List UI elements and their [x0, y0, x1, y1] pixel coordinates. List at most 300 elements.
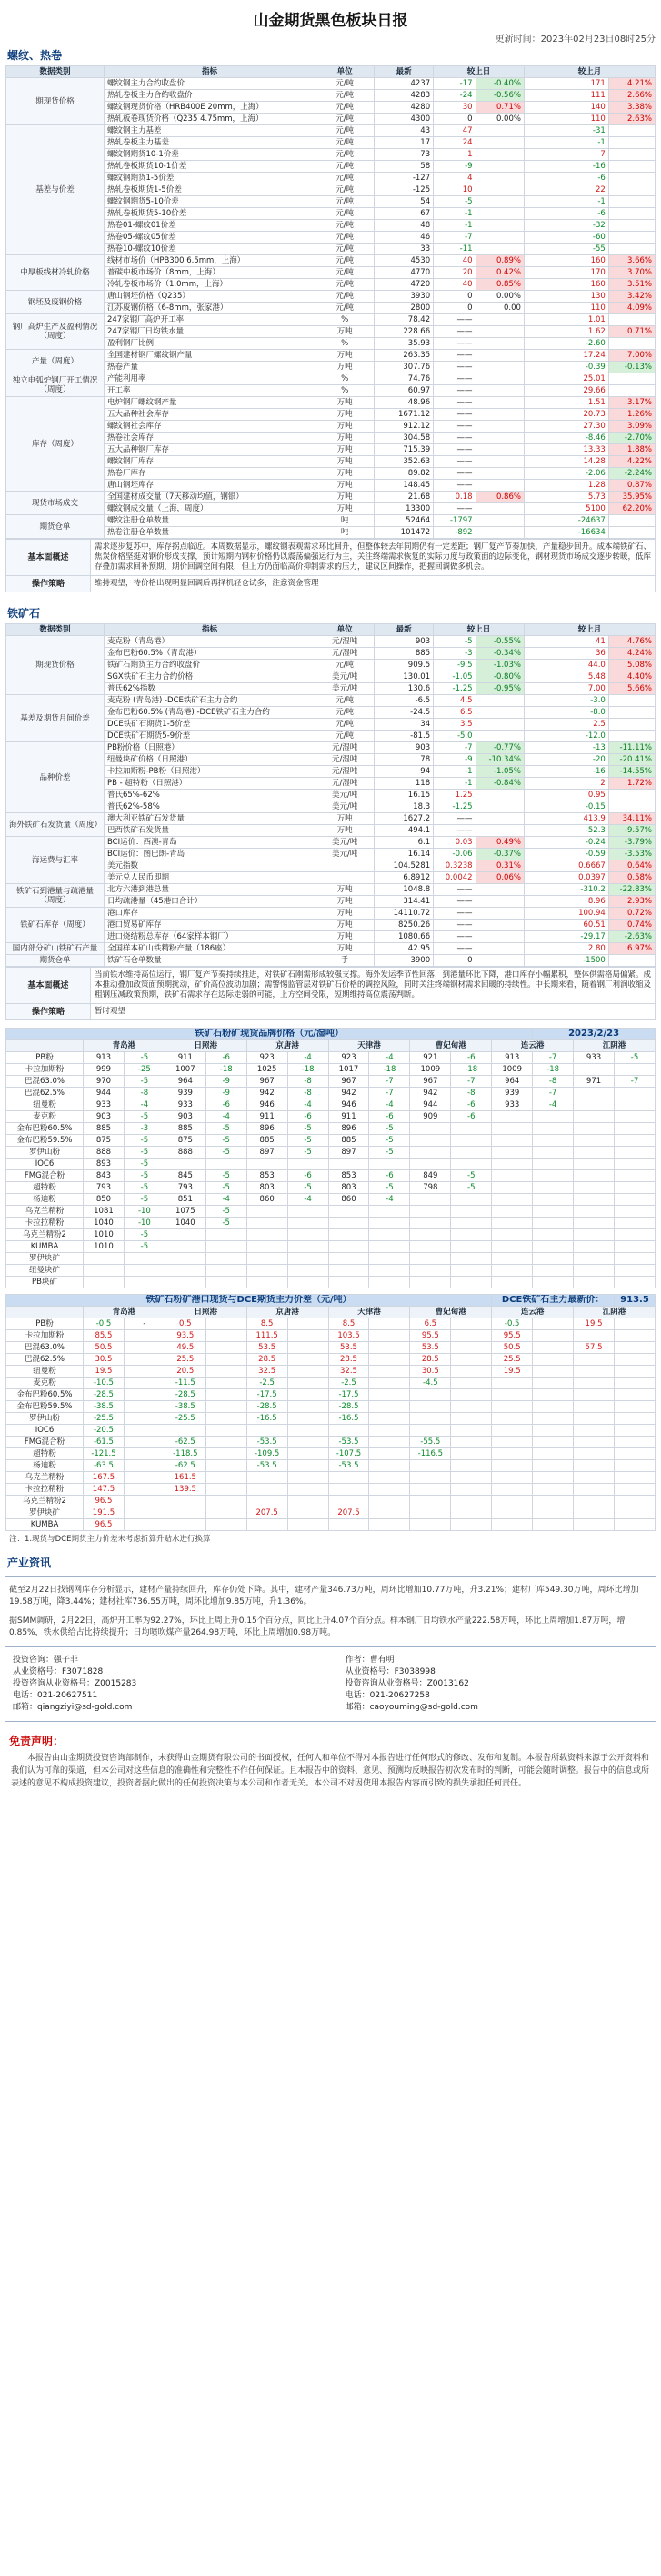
- news-list: [5, 1581, 656, 1643]
- table-row: [6, 1277, 656, 1288]
- row-monthly-change: 2: [524, 778, 608, 790]
- row-change: [369, 1354, 410, 1366]
- row-monthly-change: 5.48: [524, 671, 608, 683]
- row-price: 1010: [84, 1241, 125, 1253]
- row-price: 53.5: [328, 1342, 369, 1354]
- table-row: [6, 1052, 656, 1064]
- row-monthly-pct: [608, 527, 655, 539]
- row-monthly-change: 25.01: [524, 373, 608, 385]
- row-price: [165, 1519, 205, 1531]
- row-unit: 元/吨: [315, 660, 375, 671]
- row-change: [369, 1496, 410, 1507]
- row-monthly-pct: [608, 955, 655, 967]
- row-price: [328, 1241, 369, 1253]
- row-monthly-change: 0.0397: [524, 872, 608, 884]
- row-change: [614, 1111, 655, 1123]
- row-price: [246, 1519, 287, 1531]
- row-change: -4: [205, 1194, 246, 1206]
- row-daily-change: ——: [434, 920, 476, 931]
- port-name: 天津港: [328, 1040, 410, 1052]
- row-change: [205, 1425, 246, 1437]
- row-daily-pct: 0.49%: [476, 837, 524, 849]
- row-change: -5: [369, 1147, 410, 1159]
- row-monthly-change: -0.39: [524, 362, 608, 373]
- row-latest: 78: [375, 754, 434, 766]
- row-price: [492, 1519, 533, 1531]
- row-unit: 万吨: [315, 920, 375, 931]
- row-price: [328, 1277, 369, 1288]
- steel-strategy-row: [6, 576, 656, 592]
- row-latest: 94: [375, 766, 434, 778]
- row-unit: 元/湿吨: [315, 648, 375, 660]
- row-change: [614, 1135, 655, 1147]
- row-indicator: 北方六港到港总量: [104, 884, 315, 896]
- row-latest: 6.8912: [375, 872, 434, 884]
- row-change: [124, 1519, 165, 1531]
- row-price: -4.5: [410, 1378, 451, 1389]
- row-change: [614, 1401, 655, 1413]
- row-change: [369, 1206, 410, 1218]
- row-daily-pct: -0.55%: [476, 636, 524, 648]
- row-change: [614, 1088, 655, 1099]
- row-monthly-change: -8.46: [524, 433, 608, 444]
- row-price: [574, 1099, 615, 1111]
- table-row: [6, 754, 656, 766]
- row-price: 25.5: [165, 1354, 205, 1366]
- table-row: [6, 1413, 656, 1425]
- row-price: [492, 1378, 533, 1389]
- row-change: [614, 1182, 655, 1194]
- row-change: [369, 1484, 410, 1496]
- row-change: -5: [369, 1123, 410, 1135]
- row-price: [328, 1218, 369, 1229]
- row-change: -18: [287, 1064, 328, 1076]
- row-monthly-change: 13.33: [524, 444, 608, 456]
- table-row: [6, 1170, 656, 1182]
- table-row: [6, 1064, 656, 1076]
- table-row: [6, 279, 656, 291]
- row-price: 85.5: [84, 1330, 125, 1342]
- row-indicator: 电炉钢厂螺纹钢产量: [104, 397, 315, 409]
- row-change: [614, 1099, 655, 1111]
- row-daily-pct: [476, 373, 524, 385]
- row-change: -4: [124, 1099, 165, 1111]
- port-name: 日照港: [165, 1040, 246, 1052]
- row-daily-change: 0: [434, 303, 476, 314]
- row-change: [614, 1265, 655, 1277]
- row-change: [124, 1507, 165, 1519]
- row-latest: 35.93: [375, 338, 434, 350]
- row-monthly-pct: 1.72%: [608, 778, 655, 790]
- row-price: 853: [328, 1170, 369, 1182]
- row-monthly-change: 160: [524, 279, 608, 291]
- row-price: [246, 1159, 287, 1170]
- row-category: 钢厂高炉生产及盈利情况（周度）: [6, 314, 105, 350]
- table-row: [6, 527, 656, 539]
- ore-summary-label: 基本面概述: [6, 968, 91, 1004]
- row-daily-change: 0.3238: [434, 860, 476, 872]
- row-monthly-pct: 3.42%: [608, 291, 655, 303]
- row-price: [410, 1206, 451, 1218]
- row-unit: 美元/吨: [315, 671, 375, 683]
- row-price: [246, 1265, 287, 1277]
- row-price: [574, 1484, 615, 1496]
- row-indicator: 冷轧卷板市场价（1.0mm，上海）: [104, 279, 315, 291]
- steel-strategy-label: 操作策略: [6, 576, 91, 592]
- row-change: -6: [369, 1111, 410, 1123]
- row-change: [451, 1123, 492, 1135]
- table-row: [6, 1159, 656, 1170]
- row-monthly-pct: -20.41%: [608, 754, 655, 766]
- row-daily-pct: [476, 244, 524, 255]
- row-price: 53.5: [246, 1342, 287, 1354]
- row-category: 海运费与汇率: [6, 837, 105, 884]
- row-latest: 8250.26: [375, 920, 434, 931]
- row-price: -16.5: [246, 1413, 287, 1425]
- row-monthly-pct: -22.83%: [608, 884, 655, 896]
- row-change: -9: [205, 1088, 246, 1099]
- row-daily-change: 1: [434, 149, 476, 161]
- row-daily-pct: -0.84%: [476, 778, 524, 790]
- contact-left-email[interactable]: 邮箱：qiangziyi@sd-gold.com: [13, 1703, 133, 1712]
- row-change: [451, 1460, 492, 1472]
- row-price: -107.5: [328, 1448, 369, 1460]
- row-monthly-change: -1: [524, 137, 608, 149]
- row-price: [574, 1111, 615, 1123]
- row-unit: 万吨: [315, 503, 375, 515]
- row-change: -5: [124, 1052, 165, 1064]
- row-change: [614, 1253, 655, 1265]
- row-latest: 912.12: [375, 421, 434, 433]
- col-indicator: 指标: [104, 66, 315, 78]
- row-latest: 33: [375, 244, 434, 255]
- row-monthly-change: 413.9: [524, 813, 608, 825]
- port-name: 连云港: [492, 1307, 574, 1318]
- row-price: 853: [246, 1170, 287, 1182]
- table-row: [6, 184, 656, 196]
- row-change: [614, 1342, 655, 1354]
- row-monthly-change: 171: [524, 78, 608, 90]
- row-change: -10: [124, 1206, 165, 1218]
- row-price: 967: [328, 1076, 369, 1088]
- row-indicator: 唐山钢坯价格（Q235）: [104, 291, 315, 303]
- row-change: [369, 1241, 410, 1253]
- row-price: 913: [492, 1052, 533, 1064]
- row-change: [369, 1507, 410, 1519]
- row-change: [533, 1206, 574, 1218]
- table-row: [6, 421, 656, 433]
- row-daily-pct: 0.31%: [476, 860, 524, 872]
- row-price: [410, 1265, 451, 1277]
- row-unit: 元/吨: [315, 78, 375, 90]
- row-change: [451, 1413, 492, 1425]
- row-daily-pct: [476, 220, 524, 232]
- row-price: 1017: [328, 1064, 369, 1076]
- col-monthly-change: 较上月: [524, 66, 655, 78]
- row-change: [369, 1159, 410, 1170]
- row-indicator: 普氏62%-58%: [104, 801, 315, 813]
- row-price: [574, 1425, 615, 1437]
- row-daily-change: -5: [434, 196, 476, 208]
- row-price: 897: [328, 1147, 369, 1159]
- row-change: [451, 1241, 492, 1253]
- row-price: [492, 1472, 533, 1484]
- spot-banner: 铁矿石粉矿现货品牌价格（元/湿吨）: [6, 1029, 533, 1040]
- table-row: [6, 1366, 656, 1378]
- row-monthly-change: 27.30: [524, 421, 608, 433]
- row-product: 纽曼块矿: [6, 1265, 84, 1277]
- row-change: -9: [205, 1076, 246, 1088]
- row-product: 乌克兰精粉2: [6, 1496, 84, 1507]
- row-monthly-pct: [608, 161, 655, 173]
- row-change: [451, 1389, 492, 1401]
- row-price: -16.5: [328, 1413, 369, 1425]
- row-daily-change: ——: [434, 503, 476, 515]
- row-daily-change: 10: [434, 184, 476, 196]
- row-price: [246, 1206, 287, 1218]
- row-change: [124, 1401, 165, 1413]
- row-monthly-pct: 4.24%: [608, 648, 655, 660]
- ore-section-title: 铁矿石: [7, 607, 41, 620]
- row-daily-change: -1797: [434, 515, 476, 527]
- port-name: 江阴港: [574, 1307, 656, 1318]
- row-category: 品种价差: [6, 742, 105, 813]
- row-price: [574, 1253, 615, 1265]
- row-change: [533, 1253, 574, 1265]
- row-latest: 60.97: [375, 385, 434, 397]
- row-change: [287, 1253, 328, 1265]
- row-latest: 21.68: [375, 492, 434, 503]
- row-monthly-pct: [608, 184, 655, 196]
- row-unit: 美元/吨: [315, 790, 375, 801]
- row-unit: 元/湿吨: [315, 766, 375, 778]
- row-product: 卡拉拉精粉: [6, 1484, 84, 1496]
- row-price: -62.5: [165, 1460, 205, 1472]
- col-category: 数据类别: [6, 66, 105, 78]
- row-change: [369, 1318, 410, 1330]
- spot-banner-row: [6, 1029, 656, 1040]
- table-row: [6, 1507, 656, 1519]
- row-change: [533, 1496, 574, 1507]
- row-price: 946: [246, 1099, 287, 1111]
- row-change: [451, 1218, 492, 1229]
- table-row: [6, 1182, 656, 1194]
- row-price: [574, 1401, 615, 1413]
- row-indicator: 热卷厂库存: [104, 468, 315, 480]
- row-indicator: 盈利钢厂比例: [104, 338, 315, 350]
- row-latest: 307.76: [375, 362, 434, 373]
- row-change: -5: [124, 1170, 165, 1182]
- row-indicator: 澳大利亚铁矿石发货量: [104, 813, 315, 825]
- row-daily-pct: [476, 503, 524, 515]
- row-daily-change: ——: [434, 456, 476, 468]
- row-change: [205, 1265, 246, 1277]
- row-indicator: 247家钢厂高炉开工率: [104, 314, 315, 326]
- row-monthly-pct: -9.57%: [608, 825, 655, 837]
- row-change: [451, 1194, 492, 1206]
- row-change: -6: [451, 1052, 492, 1064]
- row-unit: 元/吨: [315, 161, 375, 173]
- table-row: [6, 433, 656, 444]
- row-change: -5: [369, 1135, 410, 1147]
- row-price: -10.5: [84, 1378, 125, 1389]
- row-indicator: 热卷05-螺纹05价差: [104, 232, 315, 244]
- row-latest: 885: [375, 648, 434, 660]
- row-latest: 4720: [375, 279, 434, 291]
- row-unit: 万吨: [315, 908, 375, 920]
- row-change: [614, 1519, 655, 1531]
- table-row: [6, 943, 656, 955]
- row-latest: 228.66: [375, 326, 434, 338]
- row-daily-change: 40: [434, 255, 476, 267]
- row-price: [328, 1265, 369, 1277]
- row-unit: 元/吨: [315, 90, 375, 102]
- row-monthly-change: -2.06: [524, 468, 608, 480]
- row-price: 793: [84, 1182, 125, 1194]
- row-latest: 78.42: [375, 314, 434, 326]
- row-price: [492, 1413, 533, 1425]
- row-monthly-change: -0.15: [524, 801, 608, 813]
- row-monthly-change: 5100: [524, 503, 608, 515]
- row-daily-pct: [476, 527, 524, 539]
- row-indicator: 唐山钢坯库存: [104, 480, 315, 492]
- row-daily-pct: [476, 955, 524, 967]
- row-daily-change: -1.05: [434, 671, 476, 683]
- row-change: [614, 1206, 655, 1218]
- row-price: [492, 1460, 533, 1472]
- row-unit: 万吨: [315, 480, 375, 492]
- row-indicator: 全国建材钢厂螺纹钢产量: [104, 350, 315, 362]
- table-row: [6, 338, 656, 350]
- row-change: [205, 1401, 246, 1413]
- row-change: [287, 1460, 328, 1472]
- row-change: [533, 1265, 574, 1277]
- row-price: -0.5: [84, 1318, 125, 1330]
- row-change: [205, 1413, 246, 1425]
- row-daily-change: 0: [434, 291, 476, 303]
- row-unit: [315, 872, 375, 884]
- row-change: [533, 1472, 574, 1484]
- row-price: [492, 1425, 533, 1437]
- steel-strategy-text: 维持观望，待价格出现明显回调后再择机轻仓试多，注意资金管理: [91, 576, 656, 592]
- dce-label: DCE铁矿石主力最新价：: [492, 1295, 615, 1307]
- row-change: [287, 1330, 328, 1342]
- row-unit: 万吨: [315, 468, 375, 480]
- row-price: -25.5: [165, 1413, 205, 1425]
- row-daily-pct: -0.37%: [476, 849, 524, 860]
- row-monthly-change: -1: [524, 196, 608, 208]
- row-price: 850: [84, 1194, 125, 1206]
- col-latest: 最新: [375, 66, 434, 78]
- row-unit: 万吨: [315, 350, 375, 362]
- row-change: [369, 1472, 410, 1484]
- row-daily-pct: [476, 707, 524, 719]
- row-change: -7: [533, 1088, 574, 1099]
- row-monthly-change: 1.28: [524, 480, 608, 492]
- row-monthly-change: -3.0: [524, 695, 608, 707]
- row-monthly-change: 5.73: [524, 492, 608, 503]
- row-product: 纽曼粉: [6, 1366, 84, 1378]
- spot-price-table: [5, 1028, 656, 1288]
- row-daily-change: -7: [434, 742, 476, 754]
- row-change: [614, 1413, 655, 1425]
- row-daily-change: -3: [434, 648, 476, 660]
- row-monthly-pct: 34.11%: [608, 813, 655, 825]
- row-indicator: PB粉价格（日照港）: [104, 742, 315, 754]
- row-monthly-change: -8.0: [524, 707, 608, 719]
- table-row: [6, 267, 656, 279]
- table-row: [6, 1330, 656, 1342]
- row-daily-change: -9.5: [434, 660, 476, 671]
- row-indicator: 开工率: [104, 385, 315, 397]
- table-row: [6, 1194, 656, 1206]
- row-change: -5: [205, 1123, 246, 1135]
- row-change: -5: [287, 1135, 328, 1147]
- row-price: 888: [84, 1147, 125, 1159]
- row-change: [124, 1378, 165, 1389]
- row-indicator: 热轧卷板主力基差: [104, 137, 315, 149]
- table-row: [6, 1147, 656, 1159]
- row-change: [287, 1241, 328, 1253]
- table-row: [6, 648, 656, 660]
- row-change: [369, 1253, 410, 1265]
- row-change: -5: [205, 1218, 246, 1229]
- ore-col-indicator: 指标: [104, 624, 315, 636]
- row-price: [574, 1448, 615, 1460]
- row-change: [614, 1389, 655, 1401]
- row-category: 基差与价差: [6, 125, 105, 255]
- row-monthly-pct: 3.17%: [608, 397, 655, 409]
- row-price: [410, 1147, 451, 1159]
- row-monthly-pct: [608, 385, 655, 397]
- row-latest: 130.01: [375, 671, 434, 683]
- contact-right-email[interactable]: 邮箱：caoyouming@sd-gold.com: [345, 1703, 478, 1712]
- row-price: 30.5: [84, 1354, 125, 1366]
- row-monthly-pct: [608, 196, 655, 208]
- row-latest: 352.63: [375, 456, 434, 468]
- row-change: -4: [369, 1052, 410, 1064]
- row-indicator: 铁矿石期货主力合约收盘价: [104, 660, 315, 671]
- row-price: 911: [246, 1111, 287, 1123]
- row-monthly-change: 130: [524, 291, 608, 303]
- row-change: [533, 1218, 574, 1229]
- row-change: [533, 1401, 574, 1413]
- table-row: [6, 196, 656, 208]
- row-change: [369, 1401, 410, 1413]
- row-daily-change: -9: [434, 161, 476, 173]
- steel-table-body: [6, 78, 656, 539]
- row-price: [410, 1425, 451, 1437]
- row-latest: 4300: [375, 114, 434, 125]
- row-unit: 元/吨: [315, 244, 375, 255]
- row-price: [84, 1265, 125, 1277]
- row-price: 964: [492, 1076, 533, 1088]
- row-change: -7: [533, 1052, 574, 1064]
- row-daily-pct: [476, 884, 524, 896]
- row-price: 939: [165, 1088, 205, 1099]
- row-daily-change: 4.5: [434, 695, 476, 707]
- row-daily-pct: [476, 825, 524, 837]
- row-change: -5: [124, 1241, 165, 1253]
- row-indicator: 普氏62%指数: [104, 683, 315, 695]
- contact-right-author: 作者：曹有明: [345, 1656, 395, 1665]
- row-daily-pct: -0.34%: [476, 648, 524, 660]
- row-price: -28.5: [246, 1401, 287, 1413]
- row-price: 911: [165, 1052, 205, 1064]
- row-category: 期现货价格: [6, 78, 105, 125]
- row-daily-pct: [476, 695, 524, 707]
- row-price: [246, 1425, 287, 1437]
